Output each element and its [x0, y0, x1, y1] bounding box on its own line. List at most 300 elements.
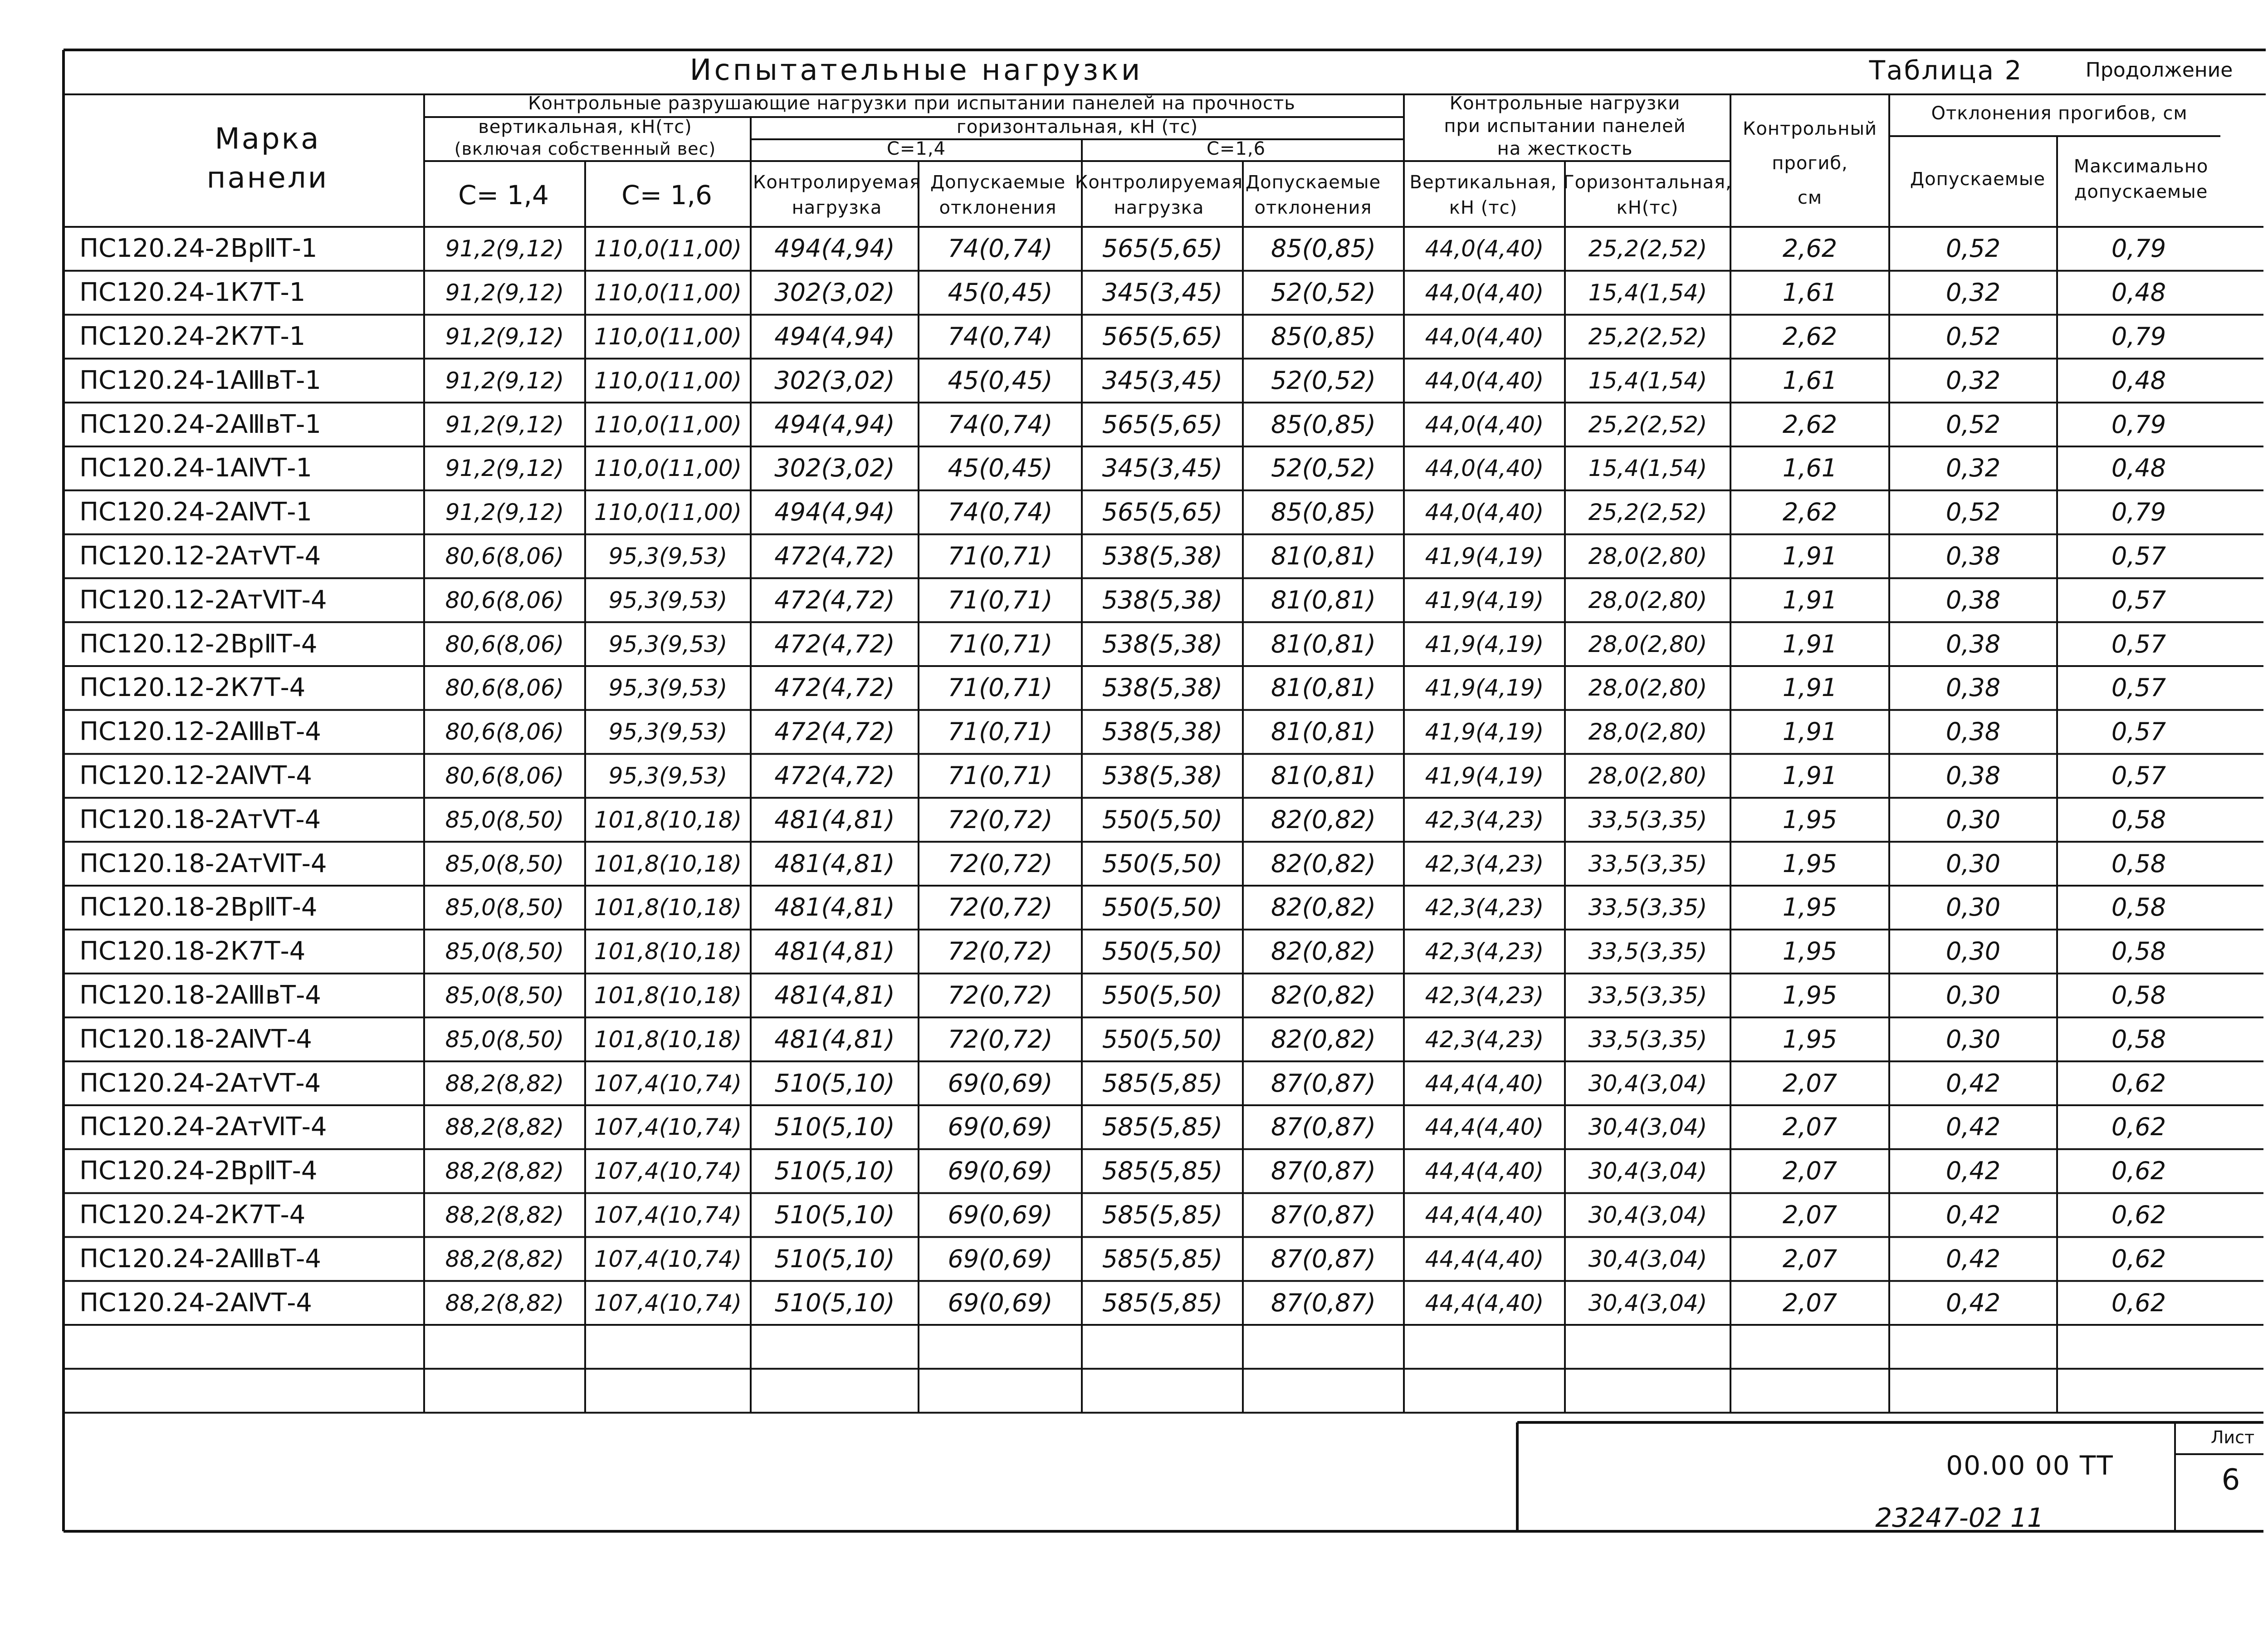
cell-h14-deviation: 72(0,72)	[948, 805, 1053, 834]
cell-max-allowed-deviation: 0,62	[2111, 1288, 2166, 1317]
deflection-l2: прогиб,	[1772, 153, 1848, 174]
cell-h14-load: 472(4,72)	[774, 761, 895, 790]
cell-deflection: 2,07	[1782, 1113, 1838, 1142]
cell-vertical-c16: 110,0(11,00)	[594, 279, 742, 306]
cell-allowed-deviation: 0,52	[1945, 410, 2001, 439]
cell-vertical-c16: 101,8(10,18)	[594, 1026, 742, 1053]
cell-h16-deviation: 81(0,81)	[1271, 717, 1376, 746]
h16-load-l1: Контролируемая	[1075, 172, 1243, 193]
cell-vertical-c14: 91,2(9,12)	[445, 279, 564, 306]
cell-stiffness-horizontal: 33,5(3,35)	[1588, 982, 1707, 1009]
cell-h14-load: 481(4,81)	[774, 849, 895, 878]
cell-vertical-c14: 91,2(9,12)	[445, 455, 564, 482]
deflection-header	[1743, 112, 1877, 215]
cell-h14-load: 302(3,02)	[774, 278, 895, 307]
cell-panel-mark: ПС120.24-2АⅢвТ-1	[79, 409, 321, 439]
cell-panel-mark: ПС120.12-2АⅢвТ-4	[79, 717, 321, 747]
cell-deflection: 1,91	[1782, 673, 1838, 702]
cell-deflection: 1,91	[1782, 761, 1838, 790]
cell-panel-mark: ПС120.18-2К7Т-4	[79, 936, 306, 966]
stiffness-horizontal-header	[1563, 170, 1732, 221]
cell-h16-deviation: 87(0,87)	[1271, 1244, 1376, 1273]
cell-vertical-c16: 95,3(9,53)	[608, 587, 728, 613]
cell-vertical-c16: 101,8(10,18)	[594, 982, 742, 1009]
cell-h16-deviation: 82(0,82)	[1271, 893, 1376, 922]
cell-max-allowed-deviation: 0,48	[2111, 366, 2166, 395]
cell-h16-deviation: 52(0,52)	[1271, 278, 1376, 307]
cell-max-allowed-deviation: 0,57	[2111, 585, 2166, 614]
deflection-l3: см	[1797, 187, 1823, 208]
h14-load-header	[753, 170, 921, 221]
cell-h16-load: 345(3,45)	[1102, 454, 1223, 483]
cell-vertical-c16: 95,3(9,53)	[608, 543, 728, 569]
cell-deflection: 2,07	[1782, 1069, 1838, 1098]
cell-h14-deviation: 74(0,74)	[948, 234, 1053, 263]
cell-vertical-c16: 107,4(10,74)	[594, 1289, 742, 1316]
cell-max-allowed-deviation: 0,48	[2111, 454, 2166, 483]
cell-h16-deviation: 85(0,85)	[1271, 410, 1376, 439]
cell-h16-load: 538(5,38)	[1102, 717, 1223, 746]
cell-h16-load: 565(5,65)	[1102, 234, 1223, 263]
cell-panel-mark: ПС120.18-2АⅢвТ-4	[79, 980, 321, 1010]
footer-code: 23247-02 11	[1875, 1502, 2044, 1533]
cell-h16-deviation: 52(0,52)	[1271, 366, 1376, 395]
cell-vertical-c14: 85,0(8,50)	[445, 894, 564, 921]
cell-vertical-c16: 101,8(10,18)	[594, 850, 742, 877]
cell-allowed-deviation: 0,52	[1945, 322, 2001, 351]
cell-max-allowed-deviation: 0,62	[2111, 1069, 2166, 1098]
cell-vertical-c16: 107,4(10,74)	[594, 1158, 742, 1185]
cell-h16-load: 345(3,45)	[1102, 278, 1223, 307]
cell-h16-deviation: 81(0,81)	[1271, 585, 1376, 614]
cell-panel-mark: ПС120.12-2АтⅥТ-4	[79, 585, 327, 615]
cell-allowed-deviation: 0,38	[1945, 717, 2001, 746]
cell-deflection: 1,95	[1782, 981, 1838, 1010]
deflection-l1: Контрольный	[1742, 118, 1877, 139]
cell-panel-mark: ПС120.18-2АтⅤТ-4	[79, 804, 321, 834]
cell-stiffness-horizontal: 28,0(2,80)	[1588, 719, 1707, 745]
cell-stiffness-vertical: 44,0(4,40)	[1425, 499, 1544, 526]
cell-stiffness-horizontal: 28,0(2,80)	[1588, 675, 1707, 701]
cell-deflection: 2,62	[1782, 234, 1838, 263]
stiffness-l3: на жесткость	[1497, 138, 1633, 159]
continuation-label: Продолжение	[2085, 59, 2233, 82]
cell-stiffness-horizontal: 30,4(3,04)	[1588, 1289, 1707, 1316]
table-label: Таблица 2	[1869, 55, 2023, 86]
cell-stiffness-vertical: 42,3(4,23)	[1425, 850, 1544, 877]
cell-vertical-c16: 107,4(10,74)	[594, 1245, 742, 1272]
cell-h16-load: 585(5,85)	[1102, 1069, 1223, 1098]
cell-h16-deviation: 81(0,81)	[1271, 761, 1376, 790]
cell-h16-load: 345(3,45)	[1102, 366, 1223, 395]
deviation-group-header: Отклонения прогибов, см	[1931, 103, 2188, 124]
cell-allowed-deviation: 0,38	[1945, 542, 2001, 570]
cell-h16-load: 550(5,50)	[1102, 805, 1223, 834]
cell-h16-deviation: 81(0,81)	[1271, 542, 1376, 570]
cell-vertical-c16: 110,0(11,00)	[594, 455, 742, 482]
cell-allowed-deviation: 0,42	[1945, 1157, 2001, 1186]
cell-allowed-deviation: 0,38	[1945, 673, 2001, 702]
cell-h16-deviation: 87(0,87)	[1271, 1069, 1376, 1098]
cell-vertical-c14: 80,6(8,06)	[445, 543, 564, 569]
cell-deflection: 2,62	[1782, 322, 1838, 351]
cell-stiffness-horizontal: 28,0(2,80)	[1588, 763, 1707, 789]
cell-max-allowed-deviation: 0,57	[2111, 629, 2166, 658]
cell-deflection: 2,07	[1782, 1157, 1838, 1186]
cell-stiffness-horizontal: 30,4(3,04)	[1588, 1245, 1707, 1272]
cell-h14-deviation: 72(0,72)	[948, 1024, 1053, 1054]
cell-vertical-c16: 110,0(11,00)	[594, 411, 742, 438]
h16-dev-header	[1246, 170, 1381, 221]
cell-stiffness-vertical: 42,3(4,23)	[1425, 938, 1544, 965]
cell-stiffness-horizontal: 15,4(1,54)	[1588, 367, 1707, 394]
cell-stiffness-vertical: 42,3(4,23)	[1425, 982, 1544, 1009]
cell-panel-mark: ПС120.24-1К7Т-1	[79, 278, 306, 308]
cell-max-allowed-deviation: 0,79	[2111, 498, 2166, 527]
cell-vertical-c14: 80,6(8,06)	[445, 631, 564, 657]
cell-deflection: 1,91	[1782, 717, 1838, 746]
cell-allowed-deviation: 0,42	[1945, 1288, 2001, 1317]
cell-deflection: 1,61	[1782, 278, 1838, 307]
cell-allowed-deviation: 0,52	[1945, 234, 2001, 263]
cell-stiffness-horizontal: 30,4(3,04)	[1588, 1070, 1707, 1097]
cell-stiffness-horizontal: 25,2(2,52)	[1588, 323, 1707, 350]
cell-h14-deviation: 45(0,45)	[948, 454, 1053, 483]
cell-panel-mark: ПС120.24-2ВрⅡТ-1	[79, 234, 318, 264]
cell-stiffness-horizontal: 30,4(3,04)	[1588, 1114, 1707, 1141]
stiffness-vertical-header	[1410, 170, 1557, 221]
cell-vertical-c16: 95,3(9,53)	[608, 719, 728, 745]
cell-h14-deviation: 74(0,74)	[948, 322, 1053, 351]
cell-vertical-c14: 88,2(8,82)	[445, 1158, 564, 1185]
cell-h14-load: 472(4,72)	[774, 673, 895, 702]
mark-header-line1: Марка	[215, 122, 321, 156]
cell-deflection: 2,62	[1782, 498, 1838, 527]
cell-h14-load: 494(4,94)	[774, 498, 895, 527]
cell-stiffness-horizontal: 15,4(1,54)	[1588, 279, 1707, 306]
cell-vertical-c14: 88,2(8,82)	[445, 1202, 564, 1228]
cell-h16-load: 550(5,50)	[1102, 849, 1223, 878]
cell-vertical-c16: 110,0(11,00)	[594, 499, 742, 526]
cell-panel-mark: ПС120.24-1АⅣТ-1	[79, 453, 313, 483]
cell-panel-mark: ПС120.18-2АтⅥТ-4	[79, 848, 327, 878]
cell-vertical-c16: 110,0(11,00)	[594, 367, 742, 394]
cell-h14-deviation: 72(0,72)	[948, 893, 1053, 922]
cell-max-allowed-deviation: 0,62	[2111, 1201, 2166, 1229]
cell-allowed-deviation: 0,30	[1945, 805, 2001, 834]
cell-panel-mark: ПС120.12-2К7Т-4	[79, 673, 306, 703]
cell-h14-load: 494(4,94)	[774, 322, 895, 351]
cell-h14-load: 510(5,10)	[774, 1157, 895, 1186]
cell-max-allowed-deviation: 0,58	[2111, 849, 2166, 878]
cell-h16-load: 550(5,50)	[1102, 937, 1223, 966]
cell-h16-load: 585(5,85)	[1102, 1244, 1223, 1273]
cell-h14-load: 510(5,10)	[774, 1201, 895, 1229]
cell-max-allowed-deviation: 0,57	[2111, 673, 2166, 702]
cell-h16-load: 585(5,85)	[1102, 1157, 1223, 1186]
cell-vertical-c16: 107,4(10,74)	[594, 1070, 742, 1097]
cell-h16-load: 585(5,85)	[1102, 1113, 1223, 1142]
h16-load-header	[1075, 170, 1243, 221]
cell-max-allowed-deviation: 0,62	[2111, 1244, 2166, 1273]
cell-max-allowed-deviation: 0,48	[2111, 278, 2166, 307]
cell-allowed-deviation: 0,42	[1945, 1201, 2001, 1229]
cell-panel-mark: ПС120.12-2АтⅤТ-4	[79, 541, 321, 571]
cell-stiffness-horizontal: 28,0(2,80)	[1588, 587, 1707, 613]
cell-vertical-c16: 110,0(11,00)	[594, 235, 742, 262]
cell-h14-deviation: 69(0,69)	[948, 1288, 1053, 1317]
cell-h16-load: 585(5,85)	[1102, 1201, 1223, 1229]
h14-dev-header	[930, 170, 1066, 221]
cell-h16-load: 565(5,65)	[1102, 410, 1223, 439]
cell-h14-load: 302(3,02)	[774, 454, 895, 483]
cell-h14-load: 510(5,10)	[774, 1113, 895, 1142]
cell-h14-deviation: 69(0,69)	[948, 1201, 1053, 1229]
cell-h14-deviation: 72(0,72)	[948, 981, 1053, 1010]
cell-allowed-deviation: 0,32	[1945, 278, 2001, 307]
cell-panel-mark: ПС120.12-2ВрⅡТ-4	[79, 629, 318, 659]
cell-h16-load: 538(5,38)	[1102, 629, 1223, 658]
cell-h16-deviation: 52(0,52)	[1271, 454, 1376, 483]
vertical-header: вертикальная, кН(тс)	[478, 117, 692, 137]
cell-h16-deviation: 85(0,85)	[1271, 498, 1376, 527]
cell-panel-mark: ПС120.12-2АⅣТ-4	[79, 761, 313, 790]
cell-vertical-c14: 85,0(8,50)	[445, 850, 564, 877]
cell-stiffness-vertical: 44,4(4,40)	[1425, 1245, 1544, 1272]
cell-stiffness-horizontal: 25,2(2,52)	[1588, 499, 1707, 526]
cell-vertical-c14: 80,6(8,06)	[445, 719, 564, 745]
cell-h14-load: 472(4,72)	[774, 717, 895, 746]
cell-deflection: 1,95	[1782, 893, 1838, 922]
cell-vertical-c14: 88,2(8,82)	[445, 1245, 564, 1272]
cell-vertical-c14: 88,2(8,82)	[445, 1114, 564, 1141]
cell-vertical-c14: 91,2(9,12)	[445, 235, 564, 262]
cell-stiffness-vertical: 44,4(4,40)	[1425, 1114, 1544, 1141]
cell-vertical-c16: 95,3(9,53)	[608, 675, 728, 701]
h16-load-l2: нагрузка	[1114, 197, 1204, 218]
cell-stiffness-vertical: 41,9(4,19)	[1425, 763, 1544, 789]
cell-h14-load: 510(5,10)	[774, 1288, 895, 1317]
stiffness-l1: Контрольные нагрузки	[1449, 93, 1681, 114]
cell-h14-load: 481(4,81)	[774, 805, 895, 834]
cell-vertical-c14: 85,0(8,50)	[445, 806, 564, 833]
cell-deflection: 1,95	[1782, 849, 1838, 878]
cell-h16-deviation: 82(0,82)	[1271, 805, 1376, 834]
cell-stiffness-horizontal: 33,5(3,35)	[1588, 938, 1707, 965]
cell-h16-load: 565(5,65)	[1102, 498, 1223, 527]
cell-h16-deviation: 82(0,82)	[1271, 1024, 1376, 1054]
cell-h16-deviation: 85(0,85)	[1271, 322, 1376, 351]
cell-h16-deviation: 87(0,87)	[1271, 1113, 1376, 1142]
stamp-sheet-label: Лист	[2210, 1427, 2255, 1447]
cell-allowed-deviation: 0,30	[1945, 893, 2001, 922]
cell-max-allowed-deviation: 0,58	[2111, 1024, 2166, 1054]
cell-vertical-c14: 91,2(9,12)	[445, 323, 564, 350]
cell-h16-load: 538(5,38)	[1102, 585, 1223, 614]
vertical-c14: С= 1,4	[458, 180, 549, 211]
cell-h14-load: 494(4,94)	[774, 234, 895, 263]
cell-max-allowed-deviation: 0,62	[2111, 1113, 2166, 1142]
cell-h14-deviation: 69(0,69)	[948, 1069, 1053, 1098]
strength-header: Контрольные разрушающие нагрузки при испытании панелей на прочность	[528, 93, 1295, 114]
cell-allowed-deviation: 0,52	[1945, 498, 2001, 527]
cell-max-allowed-deviation: 0,79	[2111, 410, 2166, 439]
cell-stiffness-vertical: 42,3(4,23)	[1425, 894, 1544, 921]
cell-deflection: 2,07	[1782, 1201, 1838, 1229]
mark-header	[207, 120, 329, 198]
cell-vertical-c14: 85,0(8,50)	[445, 938, 564, 965]
cell-h14-load: 302(3,02)	[774, 366, 895, 395]
cell-vertical-c16: 101,8(10,18)	[594, 806, 742, 833]
cell-allowed-deviation: 0,30	[1945, 981, 2001, 1010]
cell-vertical-c14: 88,2(8,82)	[445, 1289, 564, 1316]
cell-deflection: 1,95	[1782, 805, 1838, 834]
allowed-header: Допускаемые	[1910, 169, 2046, 190]
cell-stiffness-horizontal: 15,4(1,54)	[1588, 455, 1707, 482]
cell-max-allowed-deviation: 0,58	[2111, 805, 2166, 834]
cell-stiffness-vertical: 42,3(4,23)	[1425, 806, 1544, 833]
cell-h14-deviation: 72(0,72)	[948, 937, 1053, 966]
cell-allowed-deviation: 0,30	[1945, 937, 2001, 966]
cell-h14-load: 494(4,94)	[774, 410, 895, 439]
table-title: Испытательные нагрузки	[689, 54, 1143, 87]
h16-dev-l2: отклонения	[1254, 197, 1372, 218]
cell-max-allowed-deviation: 0,58	[2111, 981, 2166, 1010]
cell-stiffness-vertical: 44,0(4,40)	[1425, 411, 1544, 438]
vertical-c16: С= 1,6	[621, 180, 712, 211]
cell-stiffness-vertical: 44,0(4,40)	[1425, 323, 1544, 350]
cell-allowed-deviation: 0,32	[1945, 366, 2001, 395]
h14-load-l2: нагрузка	[792, 197, 882, 218]
cell-panel-mark: ПС120.24-2АⅣТ-1	[79, 497, 313, 527]
cell-h16-load: 550(5,50)	[1102, 893, 1223, 922]
cell-vertical-c16: 110,0(11,00)	[594, 323, 742, 350]
cell-h14-deviation: 71(0,71)	[948, 673, 1053, 702]
cell-panel-mark: ПС120.24-2ВрⅡТ-4	[79, 1156, 318, 1186]
cell-stiffness-horizontal: 25,2(2,52)	[1588, 235, 1707, 262]
cell-stiffness-vertical: 44,0(4,40)	[1425, 279, 1544, 306]
cell-max-allowed-deviation: 0,79	[2111, 234, 2166, 263]
cell-h14-load: 481(4,81)	[774, 981, 895, 1010]
cell-allowed-deviation: 0,30	[1945, 849, 2001, 878]
cell-h16-deviation: 87(0,87)	[1271, 1201, 1376, 1229]
cell-stiffness-vertical: 44,0(4,40)	[1425, 235, 1544, 262]
cell-h16-load: 565(5,65)	[1102, 322, 1223, 351]
cell-h16-deviation: 81(0,81)	[1271, 629, 1376, 658]
cell-deflection: 2,07	[1782, 1244, 1838, 1273]
stamp-code: 00.00 00 ТТ	[1946, 1450, 2114, 1481]
h14-load-l1: Контролируемая	[753, 172, 921, 193]
cell-h14-deviation: 71(0,71)	[948, 542, 1053, 570]
cell-h16-deviation: 85(0,85)	[1271, 234, 1376, 263]
cell-max-allowed-deviation: 0,57	[2111, 542, 2166, 570]
cell-h16-deviation: 87(0,87)	[1271, 1157, 1376, 1186]
cell-vertical-c16: 101,8(10,18)	[594, 894, 742, 921]
cell-stiffness-vertical: 44,0(4,40)	[1425, 367, 1544, 394]
cell-h14-deviation: 69(0,69)	[948, 1244, 1053, 1273]
cell-stiffness-horizontal: 25,2(2,52)	[1588, 411, 1707, 438]
stiffness-vertical-l2: кН (тс)	[1449, 197, 1518, 218]
cell-h14-deviation: 69(0,69)	[948, 1157, 1053, 1186]
cell-h16-load: 550(5,50)	[1102, 1024, 1223, 1054]
h16-dev-l1: Допускаемые	[1245, 172, 1381, 193]
stiffness-l2: при испытании панелей	[1444, 116, 1686, 137]
cell-deflection: 1,91	[1782, 585, 1838, 614]
cell-deflection: 2,62	[1782, 410, 1838, 439]
cell-h14-deviation: 45(0,45)	[948, 366, 1053, 395]
cell-stiffness-vertical: 44,4(4,40)	[1425, 1202, 1544, 1228]
vertical-note: (включая собственный вес)	[454, 139, 716, 159]
cell-max-allowed-deviation: 0,58	[2111, 893, 2166, 922]
cell-vertical-c16: 95,3(9,53)	[608, 763, 728, 789]
cell-vertical-c16: 95,3(9,53)	[608, 631, 728, 657]
cell-deflection: 1,95	[1782, 937, 1838, 966]
cell-h16-deviation: 81(0,81)	[1271, 673, 1376, 702]
cell-allowed-deviation: 0,32	[1945, 454, 2001, 483]
horizontal-header: горизонтальная, кН (тс)	[956, 117, 1198, 137]
horizontal-c16: С=1,6	[1206, 138, 1266, 159]
cell-h14-deviation: 71(0,71)	[948, 761, 1053, 790]
cell-max-allowed-deviation: 0,62	[2111, 1157, 2166, 1186]
cell-h16-deviation: 87(0,87)	[1271, 1288, 1376, 1317]
cell-panel-mark: ПС120.24-2АⅣТ-4	[79, 1288, 313, 1318]
cell-deflection: 1,91	[1782, 542, 1838, 570]
cell-h14-deviation: 71(0,71)	[948, 585, 1053, 614]
cell-allowed-deviation: 0,30	[1945, 1024, 2001, 1054]
cell-h14-load: 481(4,81)	[774, 893, 895, 922]
max-allowed-l1: Максимально	[2073, 156, 2209, 177]
cell-vertical-c14: 80,6(8,06)	[445, 675, 564, 701]
cell-h16-load: 538(5,38)	[1102, 673, 1223, 702]
mark-header-line2: панели	[206, 162, 329, 195]
cell-max-allowed-deviation: 0,57	[2111, 717, 2166, 746]
cell-vertical-c14: 88,2(8,82)	[445, 1070, 564, 1097]
cell-stiffness-horizontal: 33,5(3,35)	[1588, 894, 1707, 921]
cell-h14-deviation: 45(0,45)	[948, 278, 1053, 307]
cell-h14-load: 472(4,72)	[774, 542, 895, 570]
cell-panel-mark: ПС120.24-2АⅢвТ-4	[79, 1244, 321, 1274]
cell-h16-load: 585(5,85)	[1102, 1288, 1223, 1317]
cell-panel-mark: ПС120.24-2К7Т-4	[79, 1200, 306, 1230]
cell-stiffness-horizontal: 28,0(2,80)	[1588, 631, 1707, 657]
cell-allowed-deviation: 0,42	[1945, 1069, 2001, 1098]
cell-h14-load: 472(4,72)	[774, 585, 895, 614]
cell-panel-mark: ПС120.24-2АтⅤТ-4	[79, 1068, 321, 1098]
cell-h16-deviation: 82(0,82)	[1271, 937, 1376, 966]
cell-h14-deviation: 74(0,74)	[948, 498, 1053, 527]
cell-stiffness-horizontal: 33,5(3,35)	[1588, 850, 1707, 877]
cell-deflection: 1,95	[1782, 1024, 1838, 1054]
cell-deflection: 1,91	[1782, 629, 1838, 658]
cell-h14-deviation: 72(0,72)	[948, 849, 1053, 878]
cell-stiffness-vertical: 44,4(4,40)	[1425, 1158, 1544, 1185]
cell-h16-deviation: 82(0,82)	[1271, 849, 1376, 878]
cell-h14-deviation: 69(0,69)	[948, 1113, 1053, 1142]
cell-vertical-c14: 91,2(9,12)	[445, 411, 564, 438]
cell-allowed-deviation: 0,42	[1945, 1244, 2001, 1273]
cell-deflection: 1,61	[1782, 454, 1838, 483]
cell-vertical-c14: 85,0(8,50)	[445, 1026, 564, 1053]
cell-h14-deviation: 71(0,71)	[948, 717, 1053, 746]
cell-vertical-c14: 91,2(9,12)	[445, 499, 564, 526]
stiffness-horizontal-l2: кН(тс)	[1616, 197, 1679, 218]
cell-stiffness-horizontal: 30,4(3,04)	[1588, 1202, 1707, 1228]
cell-h16-load: 538(5,38)	[1102, 542, 1223, 570]
cell-deflection: 1,61	[1782, 366, 1838, 395]
cell-stiffness-horizontal: 28,0(2,80)	[1588, 543, 1707, 569]
cell-max-allowed-deviation: 0,79	[2111, 322, 2166, 351]
cell-allowed-deviation: 0,38	[1945, 585, 2001, 614]
